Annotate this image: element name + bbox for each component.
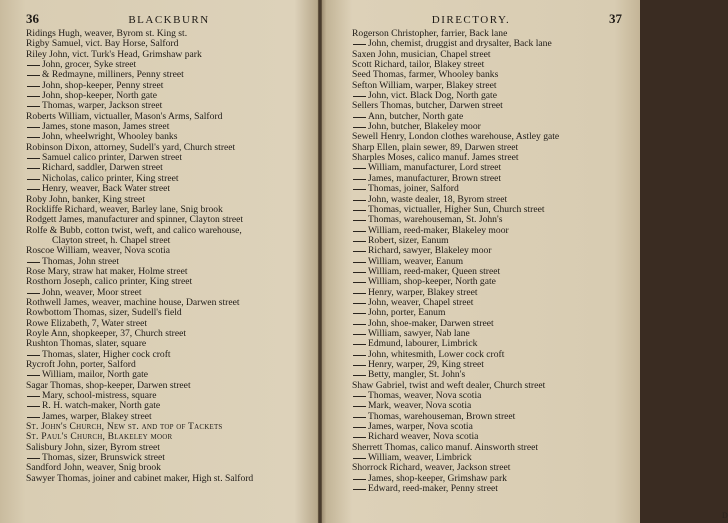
directory-entry: Sherrett Thomas, calico manuf. Ainsworth street bbox=[352, 441, 539, 453]
right-entry-list bbox=[352, 29, 630, 494]
directory-entry: William, weaver, Limbrick bbox=[352, 453, 630, 463]
right-running-title: DIRECTORY. bbox=[431, 14, 511, 26]
right-page bbox=[322, 0, 728, 523]
directory-entry: Thomas, warper, Jackson street bbox=[26, 101, 312, 111]
directory-entry: Thomas, sizer, Brunswick street bbox=[26, 453, 312, 463]
directory-entry: Thomas, John street bbox=[26, 257, 312, 267]
directory-entry: Henry, warper, 29, King street bbox=[352, 360, 630, 370]
directory-entry: James, warper, Nova scotia bbox=[352, 422, 630, 432]
directory-entry: Thomas, slater, Higher cock croft bbox=[26, 350, 312, 360]
directory-entry: James, warper, Blakey street bbox=[26, 412, 312, 422]
directory-entry: & Redmayne, milliners, Penny street bbox=[26, 70, 312, 80]
directory-entry: John, shop-keeper, Penny street bbox=[26, 81, 312, 91]
directory-entry: Sewell Henry, London clothes warehouse, Astley gate bbox=[352, 131, 560, 143]
directory-entry: Shorrock Richard, weaver, Jackson street bbox=[352, 462, 511, 474]
directory-entry: Sellers Thomas, butcher, Darwen street bbox=[352, 100, 503, 112]
directory-entry: Rycroft John, porter, Salford bbox=[26, 359, 136, 370]
directory-entry: Sagar Thomas, shop-keeper, Darwen street bbox=[26, 379, 191, 391]
directory-entry: Mary, school-mistress, square bbox=[26, 391, 312, 401]
directory-entry: John, grocer, Syke street bbox=[26, 60, 312, 70]
directory-entry: Robert, sizer, Eanum bbox=[352, 236, 630, 246]
directory-entry: Rothwell James, weaver, machine house, Darwen street bbox=[26, 296, 240, 308]
directory-entry: Rogerson Christopher, farrier, Back lane bbox=[352, 28, 508, 39]
directory-entry: Sandford John, weaver, Snig brook bbox=[26, 462, 161, 474]
directory-entry: William, sawyer, Nab lane bbox=[352, 329, 630, 339]
directory-entry: William, reed-maker, Queen street bbox=[352, 267, 630, 277]
directory-entry: Richard, saddler, Darwen street bbox=[26, 163, 312, 173]
directory-entry: Sawyer Thomas, joiner and cabinet maker, High st. Salford bbox=[26, 472, 254, 484]
signature-mark: D bbox=[722, 510, 728, 520]
right-page-number: 37 bbox=[609, 11, 622, 26]
directory-entry: Sharp Ellen, plain sewer, 89, Darwen street bbox=[352, 141, 519, 153]
directory-entry: Sharples Moses, calico manuf. James street bbox=[352, 152, 519, 164]
directory-entry: Ann, butcher, North gate bbox=[352, 112, 630, 122]
directory-entry: Richard, sawyer, Blakeley moor bbox=[352, 246, 630, 256]
directory-entry: John, porter, Eanum bbox=[352, 308, 630, 318]
directory-entry: William, shop-keeper, North gate bbox=[352, 277, 630, 287]
directory-entry: Sefton William, warper, Blakey street bbox=[352, 79, 497, 91]
directory-entry: Henry, weaver, Back Water street bbox=[26, 184, 312, 194]
directory-entry: Roby John, banker, King street bbox=[26, 193, 145, 205]
directory-entry: William, mailor, North gate bbox=[26, 370, 312, 380]
directory-entry: Henry, warper, Blakey street bbox=[352, 288, 630, 298]
left-running-title: BLACKBURN bbox=[128, 14, 210, 26]
left-page-number: 36 bbox=[26, 11, 39, 26]
directory-entry: James, manufacturer, Brown street bbox=[352, 174, 630, 184]
directory-entry: Rolfe & Bubb, cotton twist, weft, and calico warehouse, bbox=[26, 224, 242, 236]
directory-entry: Edward, reed-maker, Penny street bbox=[352, 484, 630, 494]
directory-entry: Rowbottom Thomas, sizer, Sudell's field bbox=[26, 307, 182, 319]
left-entry-list bbox=[26, 29, 312, 484]
directory-entry: Thomas, joiner, Salford bbox=[352, 184, 630, 194]
directory-entry: Betty, mangler, St. John's bbox=[352, 370, 630, 380]
directory-entry: William, weaver, Eanum bbox=[352, 257, 630, 267]
directory-entry: Ridings Hugh, weaver, Byrom st. King st. bbox=[26, 28, 188, 39]
directory-entry: John, vict. Black Dog, North gate bbox=[352, 91, 630, 101]
directory-entry: Riley John, vict. Turk's Head, Grimshaw park bbox=[26, 48, 202, 60]
directory-entry: John, whitesmith, Lower cock croft bbox=[352, 350, 630, 360]
directory-entry: Rose Mary, straw hat maker, Holme street bbox=[26, 265, 188, 277]
directory-entry: John, chemist, druggist and drysalter, Back lane bbox=[352, 39, 630, 49]
directory-entry: Mark, weaver, Nova scotia bbox=[352, 401, 630, 411]
directory-entry: Rigby Samuel, vict. Bay Horse, Salford bbox=[26, 38, 179, 50]
directory-entry: John, shop-keeper, North gate bbox=[26, 91, 312, 101]
directory-entry: Rowe Elizabeth, 7, Water street bbox=[26, 317, 148, 329]
directory-entry: Thomas, warehouseman, St. John's bbox=[352, 215, 630, 225]
directory-entry: Shaw Gabriel, twist and weft dealer, Church street bbox=[352, 379, 546, 391]
left-page bbox=[0, 0, 318, 523]
directory-entry: John, shoe-maker, Darwen street bbox=[352, 319, 630, 329]
directory-entry: Roscoe William, weaver, Nova scotia bbox=[26, 245, 170, 257]
directory-entry: Thomas, warehouseman, Brown street bbox=[352, 412, 630, 422]
directory-entry: John, waste dealer, 18, Byrom street bbox=[352, 195, 630, 205]
directory-entry: Roberts William, victualler, Mason's Arms, Salford bbox=[26, 110, 223, 122]
directory-entry: Nicholas, calico printer, King street bbox=[26, 174, 312, 184]
directory-entry: William, reed-maker, Blakeley moor bbox=[352, 226, 630, 236]
directory-entry: R. H. watch-maker, North gate bbox=[26, 401, 312, 411]
directory-entry: James, shop-keeper, Grimshaw park bbox=[352, 474, 630, 484]
directory-entry: Rushton Thomas, slater, square bbox=[26, 338, 147, 350]
right-page-header bbox=[352, 11, 630, 26]
directory-entry: St. Paul's Church, Blakeley moor bbox=[26, 431, 173, 443]
directory-entry: John, wheelwright, Whooley banks bbox=[26, 132, 312, 142]
directory-entry: Seed Thomas, farmer, Whooley banks bbox=[352, 69, 499, 81]
directory-entry: Clayton street, h. Chapel street bbox=[52, 234, 171, 246]
directory-entry: Rodgett James, manufacturer and spinner, Clayton street bbox=[26, 214, 244, 226]
directory-entry: Saxen John, musician, Chapel street bbox=[352, 48, 491, 60]
directory-entry: Edmund, labourer, Limbrick bbox=[352, 339, 630, 349]
directory-entry: John, weaver, Moor street bbox=[26, 288, 312, 298]
directory-entry: John, weaver, Chapel street bbox=[352, 298, 630, 308]
left-page-header bbox=[26, 11, 312, 26]
directory-entry: Rockliffe Richard, weaver, Barley lane, Snig brook bbox=[26, 203, 223, 215]
directory-entry: William, manufacturer, Lord street bbox=[352, 163, 630, 173]
directory-entry: James, stone mason, James street bbox=[26, 122, 312, 132]
directory-entry: Scott Richard, tailor, Blakey street bbox=[352, 59, 485, 71]
directory-entry: Robinson Dixon, attorney, Sudell's yard, Church street bbox=[26, 141, 236, 153]
directory-entry: Royle Ann, shopkeeper, 37, Church street bbox=[26, 327, 187, 339]
directory-entry: Salisbury John, sizer, Byrom street bbox=[26, 441, 160, 453]
directory-entry: Samuel calico printer, Darwen street bbox=[26, 153, 312, 163]
directory-entry: John, butcher, Blakeley moor bbox=[352, 122, 630, 132]
directory-entry: St. John's Church, New st. and top of Tackets bbox=[26, 421, 223, 433]
directory-entry: Rosthorn Joseph, calico printer, King street bbox=[26, 276, 193, 288]
directory-entry: Richard weaver, Nova scotia bbox=[352, 432, 630, 442]
directory-entry: Thomas, weaver, Nova scotia bbox=[352, 391, 630, 401]
directory-entry: Thomas, victualler, Higher Sun, Church street bbox=[352, 205, 630, 215]
